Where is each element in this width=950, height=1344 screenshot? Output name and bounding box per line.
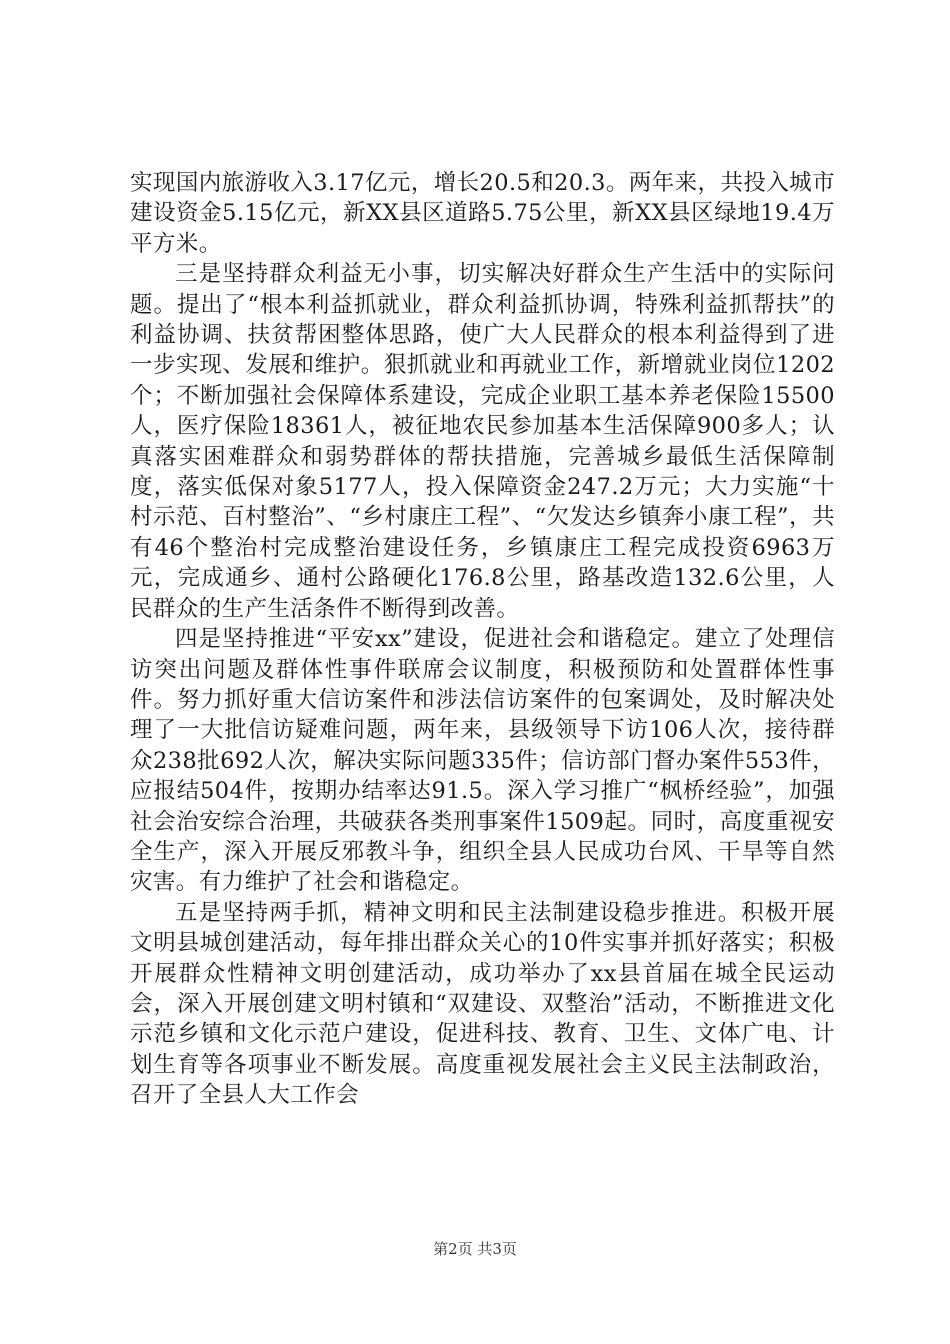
paragraph-social-harmony: 四是坚持推进“平安xx”建设，促进社会和谐稳定。建立了处理信访突出问题及群体性事件联席会议制度，积极预防和处置群体性事件。努力抓好重大信访案件和涉法信访案件的包案调处，及时解决处理了一大批信访疑难问题，两年来，县级领导下访106人次，接待群众238批692人次，解决实际问题335件；信访部门督办案件553件，应报结504件，按期办结率达91.5。深入学习推广“枫桥经验”，加强社会治安综合治理，共破获各类刑事案件1509起。同时，高度重视安全生产，深入开展反邪教斗争，组织全县人民成功台风、干旱等自然灾害。有力维护了社会和谐稳定。 bbox=[130, 626, 835, 896]
paragraph-people-interests: 三是坚持群众利益无小事，切实解决好群众生产生活中的实际问题。提出了“根本利益抓就业，群众利益抓协调，特殊利益抓帮扶”的利益协调、扶贫帮困整体思路，使广大人民群众的根本利益得到了进一步实现、发展和维护。狠抓就业和再就业工作，新增就业岗位1202个；不断加强社会保障体系建设，完成企业职工基本养老保险15500人，医疗保险18361人，被征地农民参加基本生活保障900多人；认真落实困难群众和弱势群体的帮扶措施，完善城乡最低生活保障制度，落实低保对象5177人，投入保障资金247.2万元；大力实施“十村示范、百村整治”、“乡村康庄工程”、“欠发达乡镇奔小康工程”，共有46个整治村完成整治建设任务，乡镇康庄工程完成投资6963万元，完成通乡、通村公路硬化176.8公里，路基改造132.6公里，人民群众的生产生活条件不断得到改善。 bbox=[130, 261, 835, 622]
document-body bbox=[130, 168, 835, 1111]
paragraph-spiritual-civilization: 五是坚持两手抓，精神文明和民主法制建设稳步推进。积极开展文明县城创建活动，每年排出群众关心的10件实事并抓好落实；积极开展群众性精神文明创建活动，成功举办了xx县首届在城全民运动会，深入开展创建文明村镇和“双建设、双整治”活动，不断推进文化示范乡镇和文化示范户建设，促进科技、教育、卫生、文体广电、计划生育等各项事业不断发展。高度重视发展社会主义民主法制政治，召开了全县人大工作会 bbox=[130, 899, 835, 1109]
page-number-footer: 第2页 共3页 bbox=[433, 1240, 517, 1258]
paragraph-tourism-investment: 实现国内旅游收入3.17亿元，增长20.5和20.3。两年来，共投入城市建设资金5.15亿元，新XX县区道路5.75公里，新XX县区绿地19.4万平方米。 bbox=[130, 170, 835, 257]
